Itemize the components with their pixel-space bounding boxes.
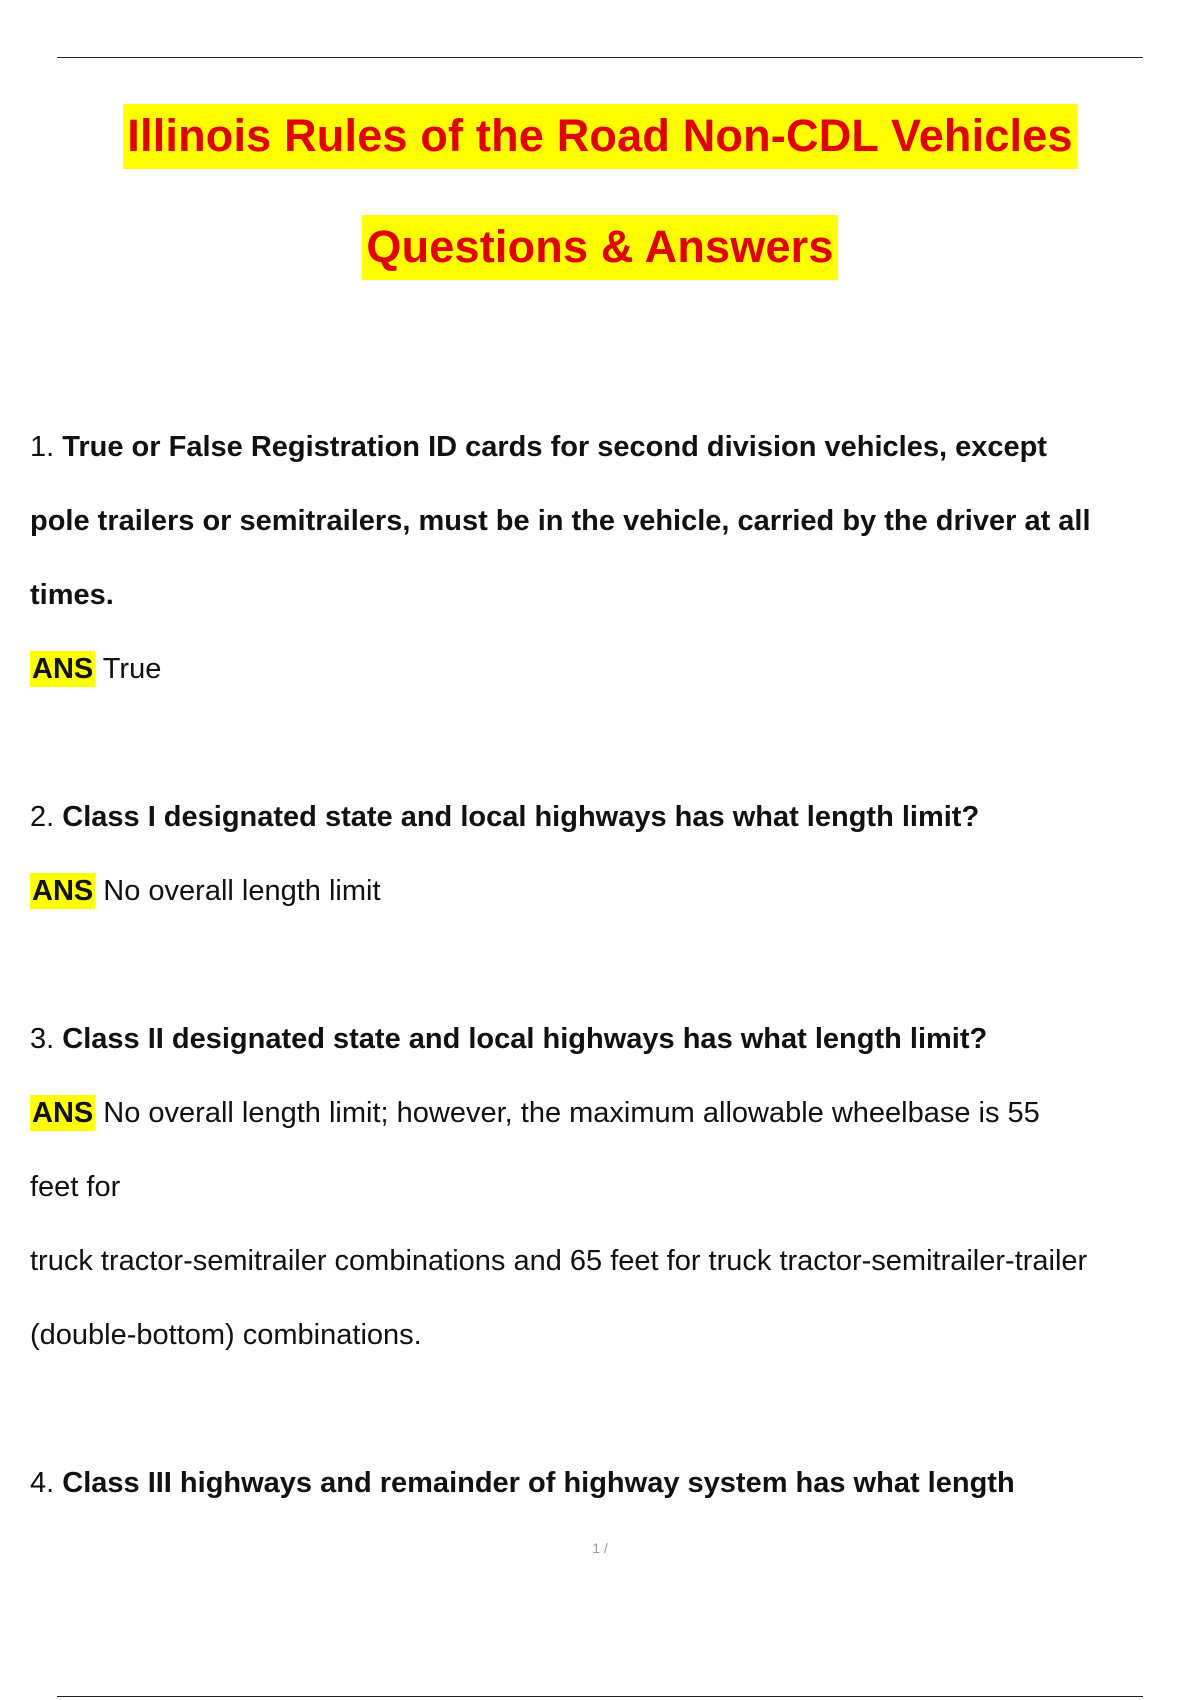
question-text: times. xyxy=(30,579,114,611)
bottom-rule xyxy=(57,1696,1143,1697)
question-2-line-1 xyxy=(30,780,1200,854)
spacer xyxy=(30,928,1200,1002)
question-4-line-1 xyxy=(30,1446,1200,1520)
question-text: Class III highways and remainder of highway system has what length xyxy=(62,1467,1015,1499)
document-title-line-1 xyxy=(0,110,1200,162)
answer-3-line-3 xyxy=(30,1224,1200,1298)
answer-text: No overall length limit; however, the maximum allowable wheelbase is 55 xyxy=(103,1097,1040,1129)
answer-3-line-4 xyxy=(30,1298,1200,1372)
question-1-line-2 xyxy=(30,484,1200,558)
question-text: Class II designated state and local highways has what length limit? xyxy=(62,1023,988,1055)
spacer xyxy=(30,706,1200,780)
question-number: 2. xyxy=(30,801,55,833)
title-text-1: Illinois Rules of the Road Non-CDL Vehicles xyxy=(123,104,1076,169)
ans-label: ANS xyxy=(32,653,94,685)
ans-label: ANS xyxy=(32,875,94,907)
page-number: 1 / xyxy=(592,1540,608,1556)
spacer xyxy=(30,1372,1200,1446)
answer-2-line-1 xyxy=(30,854,1200,928)
answer-3-line-1 xyxy=(30,1076,1200,1150)
answer-text: True xyxy=(102,653,162,685)
question-3-line-1 xyxy=(30,1002,1200,1076)
answer-text: No overall length limit xyxy=(103,875,381,907)
questions-list xyxy=(30,410,1200,1520)
question-number: 1. xyxy=(30,431,55,463)
answer-text: feet for xyxy=(30,1171,121,1203)
answer-1-line-1 xyxy=(30,632,1200,706)
document-title-line-2 xyxy=(0,221,1200,273)
question-1-line-3 xyxy=(30,558,1200,632)
top-rule xyxy=(57,57,1143,58)
ans-label: ANS xyxy=(32,1097,94,1129)
question-number: 4. xyxy=(30,1467,55,1499)
answer-text: truck tractor-semitrailer combinations and 65 feet for truck tractor-semitrailer-trailer xyxy=(30,1245,1088,1277)
question-text: True or False Registration ID cards for second division vehicles, except xyxy=(62,431,1047,463)
answer-3-line-2 xyxy=(30,1150,1200,1224)
title-text-2: Questions & Answers xyxy=(362,215,837,280)
answer-text: (double-bottom) combinations. xyxy=(30,1319,422,1351)
question-text: pole trailers or semitrailers, must be in the vehicle, carried by the driver at all xyxy=(30,505,1091,537)
question-text: Class I designated state and local highways has what length limit? xyxy=(62,801,980,833)
question-number: 3. xyxy=(30,1023,55,1055)
question-1-line-1 xyxy=(30,410,1200,484)
